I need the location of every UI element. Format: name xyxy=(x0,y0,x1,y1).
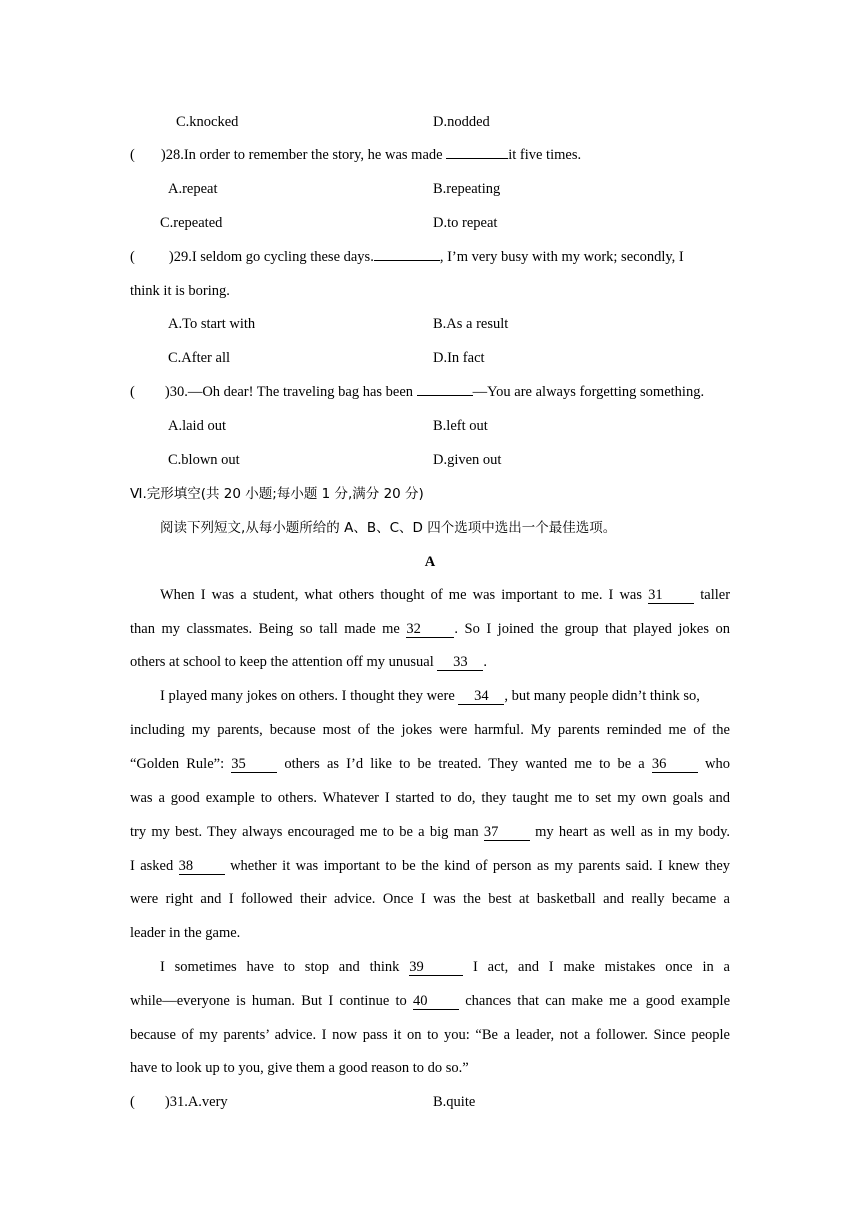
passage-text: who xyxy=(705,756,731,772)
passage-text: I act, and I make mistakes once in a xyxy=(473,959,730,975)
q27-option-c: C.knocked xyxy=(176,114,239,130)
passage-text: whether it was important to be the kind of person as my parents said. I knew they xyxy=(230,858,731,874)
passage-line-15: have to look up to you, give them a good reason to do so.” xyxy=(130,1060,469,1076)
passage-line-14: because of my parents’ advice. I now pass it on to you: “Be a leader, not a follower. Since people xyxy=(130,1027,730,1043)
q29-option-a: A.To start with xyxy=(168,316,256,332)
q30-option-d: D.given out xyxy=(433,452,502,468)
passage-line-7: was a good example to others. Whatever I started to do, they taught me to set my own goals and xyxy=(130,790,730,806)
answer-paren-close: ) xyxy=(168,249,174,265)
question-28 xyxy=(130,145,730,165)
passage-line-13 xyxy=(130,991,730,1011)
cloze-blank-32: 32 xyxy=(406,621,454,638)
passage-line-5: including my parents, because most of the jokes were harmful. My parents reminded me of the xyxy=(130,722,730,738)
passage-label: A xyxy=(424,554,436,570)
q29-option-b: B.As a result xyxy=(433,316,509,332)
section-instruction xyxy=(160,518,760,538)
passage-text: I asked xyxy=(130,858,174,874)
q30-option-b: B.left out xyxy=(433,418,488,434)
passage-line-11: leader in the game. xyxy=(130,925,241,941)
passage-text: “Golden Rule”: xyxy=(130,756,225,772)
q28-option-c: C.repeated xyxy=(160,215,223,231)
passage-line-4 xyxy=(160,686,760,706)
answer-paren-open: ( xyxy=(130,147,135,163)
passage-text: try my best. They always encouraged me to be a big man xyxy=(130,824,479,840)
question-30 xyxy=(130,382,730,402)
cloze-blank-37: 37 xyxy=(484,824,530,841)
q28-option-a: A.repeat xyxy=(168,181,218,197)
question-stem: 29.I seldom go cycling these days. xyxy=(173,249,374,265)
answer-paren-open: ( xyxy=(130,249,135,265)
section-instruction-text: 阅读下列短文,从每小题所给的 A、B、C、D 四个选项中选出一个最佳选项。 xyxy=(160,520,617,536)
answer-paren-close: ) xyxy=(164,384,170,400)
fill-blank xyxy=(417,395,473,396)
cloze-blank-31: 31 xyxy=(648,587,694,604)
fill-blank xyxy=(374,260,440,261)
passage-line-6 xyxy=(130,754,730,774)
answer-paren-close: ) xyxy=(164,1094,170,1110)
question-stem-end: , I’m very busy with my work; secondly, I xyxy=(439,249,684,265)
passage-line-2 xyxy=(130,619,730,639)
passage-text: I sometimes have to stop and think xyxy=(160,959,400,975)
q29-option-c: C.After all xyxy=(168,350,231,366)
question-31 xyxy=(130,1092,730,1112)
q29-option-d: D.In fact xyxy=(433,350,485,366)
section-title xyxy=(130,484,730,504)
fill-blank xyxy=(446,158,508,159)
q30-option-c: C.blown out xyxy=(168,452,240,468)
passage-line-10: were right and I followed their advice. Once I was the best at basketball and really became a xyxy=(130,891,730,907)
cloze-blank-40: 40 xyxy=(413,993,459,1010)
question-29-line-2: think it is boring. xyxy=(130,283,230,299)
question-stem-end: —You are always forgetting something. xyxy=(472,384,705,400)
q28-option-b: B.repeating xyxy=(433,181,501,197)
cloze-blank-39: 39 xyxy=(409,959,463,976)
question-stem: 31.A.very xyxy=(169,1094,228,1110)
question-stem: 28.In order to remember the story, he was made xyxy=(165,147,443,163)
answer-paren-open: ( xyxy=(130,1094,135,1110)
passage-text: I played many jokes on others. I thought they were xyxy=(160,688,455,704)
passage-text: When I was a student, what others thought of me was important to me. I was xyxy=(160,587,643,603)
cloze-blank-35: 35 xyxy=(231,756,277,773)
passage-text: taller xyxy=(700,587,731,603)
passage-line-12 xyxy=(160,957,730,977)
answer-paren-open: ( xyxy=(130,384,135,400)
passage-line-3 xyxy=(130,652,730,672)
cloze-blank-33: 33 xyxy=(437,654,483,671)
q31-option-b: B.quite xyxy=(433,1094,476,1110)
passage-text: chances that can make me a good example xyxy=(465,993,731,1009)
q27-option-d: D.nodded xyxy=(433,114,490,130)
passage-line-1 xyxy=(160,585,730,605)
question-stem-end: it five times. xyxy=(508,147,582,163)
cloze-blank-34: 34 xyxy=(458,688,504,705)
passage-text: while—everyone is human. But I continue to xyxy=(130,993,407,1009)
q30-option-a: A.laid out xyxy=(168,418,226,434)
cloze-blank-36: 36 xyxy=(652,756,698,773)
passage-text: others at school to keep the attention off my unusual xyxy=(130,654,434,670)
answer-paren-close: ) xyxy=(160,147,166,163)
question-29 xyxy=(130,247,730,267)
section-title-text: Ⅵ.完形填空(共 20 小题;每小题 1 分,满分 20 分) xyxy=(130,486,424,502)
passage-text: my heart as well as in my body. xyxy=(535,824,731,840)
passage-text: than my classmates. Being so tall made me xyxy=(130,621,400,637)
passage-line-9 xyxy=(130,856,730,876)
cloze-blank-38: 38 xyxy=(179,858,225,875)
passage-text: , but many people didn’t think so, xyxy=(504,688,700,704)
passage-text: . xyxy=(483,654,488,670)
passage-line-8 xyxy=(130,822,730,842)
passage-text: others as I’d like to be treated. They wanted me to be a xyxy=(284,756,645,772)
passage-text: . So I joined the group that played jokes on xyxy=(454,621,731,637)
q28-option-d: D.to repeat xyxy=(433,215,498,231)
question-stem: 30.—Oh dear! The traveling bag has been xyxy=(169,384,414,400)
